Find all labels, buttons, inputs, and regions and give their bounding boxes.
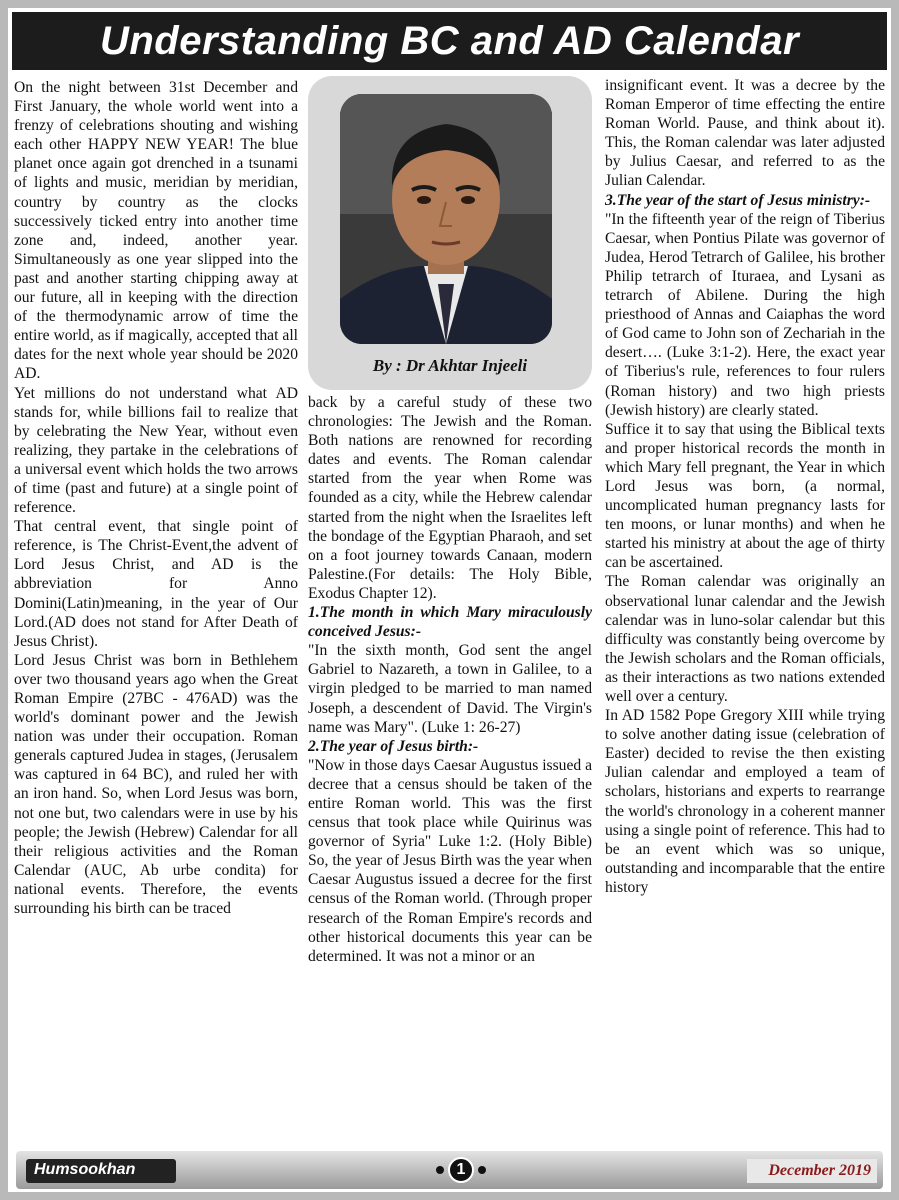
paragraph: insignificant event. It was a decree by the Roman Emperor of time effecting the entire Roman World. Pause, and think about it). This, the Roman calendar was later adjusted by Julius Caesar, and referred to as the Julian Calendar.: [605, 77, 885, 190]
paragraph: On the night between 31st December and First January, the whole world went into a frenzy of celebrations shouting and wishing each other HAPPY NEW YEAR! The blue planet once again got drenched in a tsunami of lights and music, meridian by meridian, country by country as the clocks successively ticked entry into another time zone and, indeed, another year. Simultaneously as one year slipped into the past and another starting chipping away at our future, all in keeping with the direction of the thermodynamic arrow of time the entire world, as if magically, accepted that all dates for the next whole year should be 2020 AD.: [14, 79, 298, 383]
issue-date: December 2019: [747, 1159, 877, 1183]
page-footer: [16, 1151, 883, 1189]
author-byline: By : Dr Akhtar Injeeli: [372, 356, 528, 375]
paragraph: back by a careful study of these two chronologies: The Jewish and the Roman. Both nations are renowned for recording dates and events. The Roman calendar started from the year when Rome was founded as a city, while the Hebrew calendar started from the night when the Israelites left the bondage of the Egyptian Pharaoh, and set on a foot journey towards Canaan, modern Palestine.(For details: The Holy Bible, Exodus Chapter 12).: [308, 394, 592, 602]
paragraph: Lord Jesus Christ was born in Bethlehem over two thousand years ago when the Great Roman Empire (27BC - 476AD) was the world's dominant power and the Jewish nation was under their occupation. Roman generals captured Judea in stages, (Jerusalem was captured in 64 BC), and ruled her with an iron hand. So, when Lord Jesus was born, not one but, two calendars were in use by his people; the Jewish (Hebrew) Calendar for all their religious activities and the Roman Calendar (AUC, Ab urbe condita) for national events. Therefore, the events surrounding his birth can be traced: [14, 651, 298, 918]
page-number: 1: [448, 1157, 474, 1183]
page: [8, 8, 891, 1192]
paragraph: "In the fifteenth year of the reign of Tiberius Caesar, when Pontius Pilate was governor of Judea, Herod Tetrarch of Galilee, his brother Philip tetrarch of Ituraea, and Lysani as tetrarch of Abilene. During the high priesthood of Annas and Caiaphas the word of God came to John son of Zechariah in the desert…. (Luke 3:1-2). Here, the exact year of Tiberius's rule, references to four rulers (Roman history) and two high priests (Jewish history) are clearly stated.: [605, 210, 885, 419]
author-photo: [340, 94, 552, 344]
paragraph: That central event, that single point of reference, is The Christ-Event,the advent of Lord Jesus Christ, and AD is the abbreviation for Anno Domini(Latin)meaning, in the year of Our Lord.(AD does not stand for After Death of Jesus Christ).: [14, 518, 298, 650]
section-heading: 3.The year of the start of Jesus ministry:-: [605, 191, 871, 209]
dot-icon: [436, 1166, 444, 1174]
title-banner: [12, 12, 887, 70]
article-title: Understanding BC and AD Calendar: [99, 18, 800, 63]
author-photo-box: [308, 76, 592, 390]
paragraph: The Roman calendar was originally an observational lunar calendar and the Jewish calendar was in luno-solar calendar but this difficulty was constantly being overcome by the Jewish scholars and the Roman officials, as their interactions as two nations extended well over a century.: [605, 573, 885, 705]
section-heading: 2.The year of Jesus birth:-: [308, 737, 479, 755]
paragraph: "Now in those days Caesar Augustus issued a decree that a census should be taken of the entire Roman world. This was the first census that took place while Quirinus was governor of Syria" Luke 1:2. (Holy Bible) So, the year of Jesus Birth was the year when Caesar Augustus issued a decree for the first census of the Roman world. (Through proper research of the Roman Empire's records and other historical documents this year can be determined. It was not a minor or an: [308, 756, 592, 965]
column-2: [308, 393, 592, 966]
paragraph: In AD 1582 Pope Gregory XIII while trying to solve another dating issue (celebration of Easter) decided to revise the then existing Julian calendar and employed a team of scholars, historians and experts to rearrange the world's chronology in a coherent manner using a single point of reference. This had to be an event which was so unique, outstanding and incomparable that the entire history: [605, 707, 885, 896]
portrait-image: [340, 94, 552, 344]
section-heading: 1.The month in which Mary miraculously conceived Jesus:-: [308, 604, 592, 641]
paragraph: "In the sixth month, God sent the angel Gabriel to Nazareth, a town in Galilee, to a virgin pledged to be married to man named Joseph, a descendent of David. The Virgin's name was Mary". (Luke 1: 26-27): [308, 642, 592, 736]
column-3: [605, 76, 885, 897]
dot-icon: [478, 1166, 486, 1174]
column-1: [14, 78, 298, 918]
page-number-badge: [416, 1157, 506, 1183]
publication-name: Humsookhan: [26, 1159, 176, 1183]
paragraph: Yet millions do not understand what AD stands for, while billions fail to realize that by celebrating the New Year, without even realizing, they partake in the celebrations of a universal event which holds the two arrows of time (past and future) at a single point of reference.: [14, 384, 298, 517]
paragraph: Suffice it to say that using the Biblical texts and proper historical records the month in which Mary fell pregnant, the Year in which Lord Jesus was born, (a normal, uncomplicated human pregnancy lasts for ten moons, or lunar months) and when he started his ministry at about the age of thirty can be ascertained.: [605, 420, 885, 572]
